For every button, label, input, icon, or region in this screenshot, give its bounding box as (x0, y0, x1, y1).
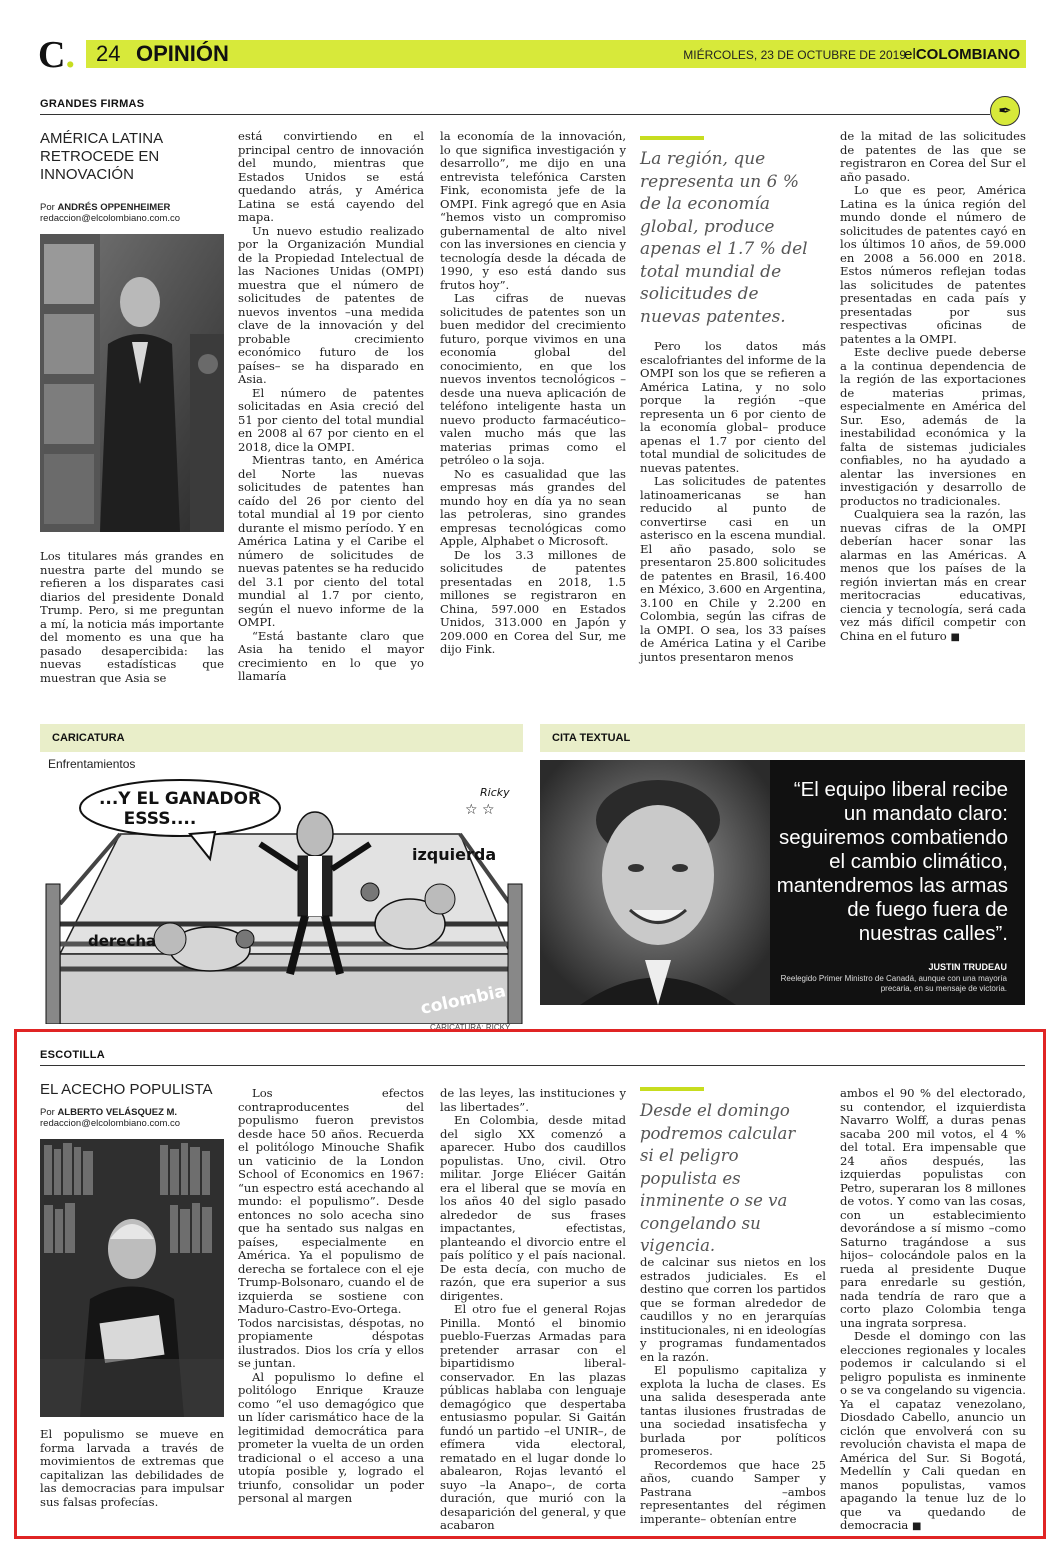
article-column-4: Pero los datos más escalofriantes del informe de la OMPI son los que se refieren a América Latina, y no solo porque la región –que representa un 6 por ciento de la economía global– produce apenas el 1.7 por ciento del total mundial de solicitudes de nuevas patentes. Las solicitudes de patentes latinoamericanas se han reducido al punto de convertirse casi en un asterisco en la escena mundial. El año pasado, solo se presentaron 25.800 solicitudes de patentes en Brasil, 16.400 en México, 3.600 en Argentina, 3.100 en Chile y 2.200 en Colombia, según las cifras de la OMPI. O sea, los 33 países de América Latina y el Caribe juntos presentaron menos (640, 339, 826, 664)
masthead (38, 34, 1026, 76)
cartoon-signature: Ricky (480, 786, 510, 799)
article-column-3: la economía de la innovación, lo que significa investigación y desarrollo”, me dijo en una entrevista telefónica Carsten Fink, economista jefe de la OMPI. Fink agregó que en Asia “hemos visto un compromiso gubernamental de alto nivel con las inversiones en ciencia y tecnología desde la década de 1990, y eso está dando sus frutos hoy”. Las cifras de nuevas solicitudes de patentes son un buen medidor del crecimiento futuro, porque vivimos en una economía global del conocimiento, en que los nuevos inventos tecnológicos –desde una nueva aplicación de teléfono inteligente hasta un nuevo producto farmacéutico– valen mucho más que las materias primas como el petróleo o la soja. No es casualidad que las empresas más grandes del mundo hoy en día ya no sean las petroleras, sino grandes empresas tecnológicas como Apple, Alphabet o Microsoft. De los 3.3 millones de solicitudes de patentes presentadas en 2018, 1.5 millones se registraron en China, 597.000 en Estados Unidos, 313.000 en Japón y 209.000 en Corea del Sur, me dijo Fink. (440, 129, 626, 656)
article-column-4: de calcinar sus nietos en los estrados judiciales. Es el destino que corren los partidos que se forman alrededor de caudillos y no en jerarquías institucionales, ni en ideologías y programas fundamentados en la razón. El populismo capitaliza y explota la lucha de clases. Es una salida desesperada ante tantas ilusiones frustradas de una sociedad insatisfecha y burlada por políticos promeseros. Recordemos que hace 25 años, cuando Samper y Pastrana –ambos representantes del régimen imperante– obtenían entre (640, 1255, 826, 1526)
pullquote: La región, que representa un 6 % de la economía global, produce apenas el 1.7 % del total mundial de solicitudes de nuevas patentes. (640, 149, 808, 327)
section-divider (40, 114, 990, 115)
article-column-2: Los efectos contraproducentes del populismo fueron previstos desde hace 50 años. Recuerda el politólogo Minouche Shafik un vaticinio de la London School of Economics en 1967: “un espectro está acechando al mundo: el populismo”. Desde entonces no solo acecha sino que ha sentado sus nalgas en países, especialmente en América. Ya el populismo de derecha se fortalece con el eje Trump-Bolsonaro, cuando el de izquierda se sostiene con Maduro-Castro-Evo-Ortega. Todos narcisistas, déspotas, no propiamente déspotas ilustrados. Dios los cría y ellos se juntan. Al populismo lo define el politólogo Enrique Krauze como “el uso demagógico que un líder carismático hace de la legitimidad democrática para prometer la vuelta de un orden tradicional o el acceso a una utopía posible y, logrado el triunfo, consolidar un poder personal al margen (238, 1086, 424, 1505)
pullquote-accent (640, 1087, 704, 1091)
quote-portrait (540, 760, 770, 1005)
end-mark: ■ (950, 631, 960, 643)
svg-text:☆ ☆: ☆ ☆ (465, 802, 495, 818)
section-title: OPINIÓN (136, 41, 229, 66)
article-column-2: está convirtiendo en el principal centro de innovación del mundo, mientras que Estados Unidos se está quedando atrás, y América Latina se está cayendo del mapa. Un nuevo estudio realizado por la Organización Mundial de la Propiedad Intelectual de las Naciones Unidas (OMPI) muestra que el número de solicitudes de patentes de nuevos inventos –una medida clave de la innovación y del probable crecimiento económico futuro de los países– se ha disparado en Asia. El número de patentes solicitadas en Asia creció del 51 por ciento del total mundial en 2008 al 67 por ciento en el 2018, dice la OMPI. Mientras tanto, en América del Norte las nuevas solicitudes de patentes han caído del 26 por ciento del total mundial al 19 por ciento durante el mismo período. Y en América Latina y el Caribe el número de solicitudes de nuevas patentes se ha reducido del 3.1 por ciento del total mundial al 1.7 por ciento, según el nuevo informe de la OMPI. “Está bastante claro que Asia ha tenido el mayor crecimiento en lo que yo llamaría (238, 129, 424, 683)
cartoon-speech-2: ESSS.... (123, 809, 197, 829)
cartoon-label-colombia: colombia (418, 981, 508, 1019)
byline: Por ANDRÉS OPPENHEIMER (40, 202, 171, 213)
section-label-grandes-firmas: GRANDES FIRMAS (40, 98, 145, 110)
article-column-1: El populismo se mueve en forma larvada a través de movimientos de extremas que capitalizan las debilidades de las democracias para impulsar sus falsas profecías. (40, 1427, 224, 1509)
article-column-5: de la mitad de las solicitudes de patentes de las que se registraron en Corea del Sur el año pasado. Lo que es peor, América Latina es la única región del mundo donde el número de solicitudes de patentes cayó en los últimos 10 años, de 59.000 en 2008 a 56.000 en 2018. Estos números reflejan todas las solicitudes de patentes presentadas en cada país y presentadas por sus respectivas oficinas de patentes a la OMPI. Este declive puede deberse a la continua dependencia de la región de las exportaciones de materias primas, especialmente en América del Sur. Eso, además de la inestabilidad económica y la falta de sistemas judiciales confiables, no ha ayudado a alentar las inversiones en investigación y desarrollo de productos no tradicionales. Cualquiera sea la razón, las nuevas cifras de la OMPI deberían hacer sonar las alarmas en las Américas. A menos que los países de la región inviertan más en crear meritocracias educativas, ciencia y tecnología, será cada vez más difícil competir con China en el futuro ■ (840, 129, 1026, 643)
issue-date: MIÉRCOLES, 23 DE OCTUBRE DE 2019 (683, 48, 906, 62)
author-photo (40, 234, 224, 532)
pullquote: Desde el domingo podremos calcular si el peligro populista es inminente o se va congelando su vigencia. (640, 1101, 796, 1255)
article-column-3: de las leyes, las instituciones y las libertades”. En Colombia, desde mitad del siglo XX comenzó a aparecer. Hubo dos caudillos populistas. Uno, civil. Otro militar. Jorge Eliécer Gaitán era el liberal que se movía en los años 40 del siglo pasado alrededor de sus frases impactantes, efectistas, planteando el divorcio entre el país político y el país nacional. De esta decía, con mucho de razón, que era superior a sus dirigentes. El otro fue el general Rojas Pinilla. Montó el binomio pueblo-Fuerzas Armadas para pretender arrasar con el bipartidismo liberal-conservador. En las plazas públicas hablaba con lenguaje demagógico que despertaba entusiasmo popular. Si Gaitán fundó un partido –el UNIR–, de efímera vida electoral, rematado en el lugar donde lo abalearon, Rojas levantó el suyo –la Anapo–, de corta duración, que murió con la desaparición del general, y que acabaron (440, 1086, 626, 1532)
end-mark: ■ (912, 1521, 922, 1532)
pen-icon: ✒ (990, 96, 1020, 126)
article-column-1: Los titulares más grandes en nuestra parte del mundo se refieren a los disparates casi diarios del presidente Donald Trump. Pero, si me preguntan a mí, la noticia más importante del momento es una que ha pasado desapercibida: las nuevas estadísticas que muestran que Asia se (40, 549, 224, 685)
article-column-5: ambos el 90 % del electorado, su contendor, el izquierdista Navarro Wolff, a duras penas sacaba 200 mil votos, el 4 % del total. Era impensable que 24 años después, las izquierdas populistas con Petro, superaran los 8 millones de votos. Y como van las cosas, con un establecimiento devorándose a sí mismo –como Saturno tragándose a sus hijos– colocándole palos en la rueda al presidente Duque para enredarle su gestión, nada tendría de raro que a corto plazo Colombia tenga una ingrata sorpresa. Desde el domingo con las elecciones regionales y locales podemos ir calculando si el peligro populista es inminente o se va congelando su vigencia. Ya el capataz venezolano, Diosdado Cabello, anuncio un ciclón que envolverá con su revolución chavista el mapa de América del Sur. Si Bogotá, Medellín y Cali quedan en manos populistas, vamos apagando la tenue luz de lo que va quedando de democracia ■ (840, 1086, 1026, 1532)
author-email[interactable]: redaccion@elcolombiano.com.co (40, 1118, 181, 1129)
logo[interactable]: C. (38, 34, 75, 76)
quote-box (540, 760, 1025, 1005)
section-label-cita-textual: CITA TEXTUAL (540, 724, 1025, 752)
author-photo (40, 1139, 224, 1417)
header-bar (86, 40, 1026, 68)
byline: Por ALBERTO VELÁSQUEZ M. (40, 1107, 178, 1118)
quote-author: JUSTIN TRUDEAU (928, 962, 1007, 972)
quote-text: “El equipo liberal recibe un mandato claro: seguiremos combatiendo el cambio climático, mantendremos las armas de fuego fuera de nuestras calles”. (776, 778, 1008, 945)
article-title[interactable]: EL ACECHO POPULISTA (40, 1081, 213, 1098)
cartoon-title: Enfrentamientos (48, 757, 136, 771)
page-number: 24 (96, 41, 121, 66)
cartoon-image (40, 774, 523, 1024)
section-label-escotilla: ESCOTILLA (40, 1049, 106, 1061)
section-label-caricatura: CARICATURA (40, 724, 523, 752)
article-title[interactable]: AMÉRICA LATINA RETROCEDE EN INNOVACIÓN (40, 130, 163, 183)
cartoon-label-derecha: derecha (88, 932, 157, 950)
section-divider (40, 1065, 1025, 1066)
quote-description: Reelegido Primer Ministro de Canadá, aunque con una mayoría precaria, en su mensaje de victoria. (780, 974, 1007, 993)
author-email[interactable]: redaccion@elcolombiano.com.co (40, 213, 181, 224)
brand-name[interactable]: elCOLOMBIANO (904, 46, 1020, 63)
cartoon-speech-1: ...Y EL GANADOR (98, 789, 262, 809)
pullquote-accent (640, 136, 704, 140)
cartoon-label-izquierda: izquierda (412, 845, 497, 864)
cartoon-credit: CARICATURA: RICKY (430, 1023, 511, 1032)
